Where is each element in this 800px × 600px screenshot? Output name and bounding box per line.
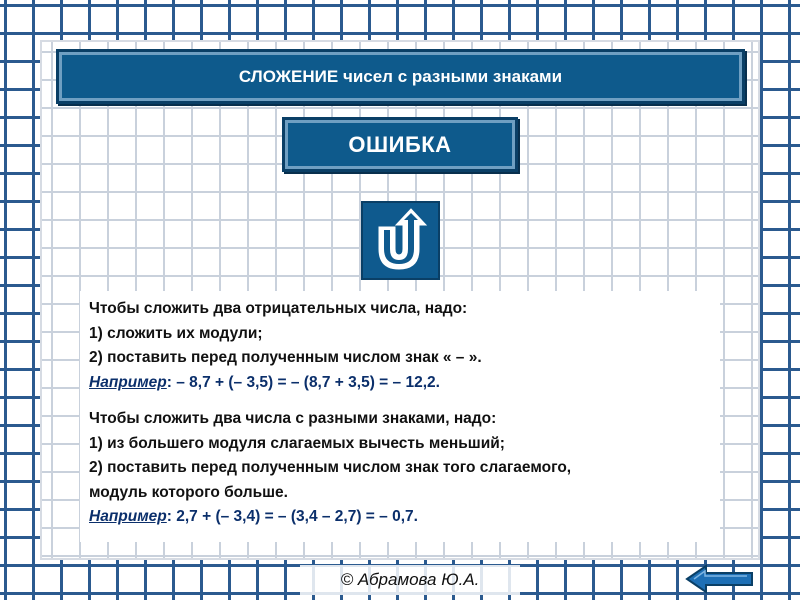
rule-step: 2) поставить перед полученным числом знак того слагаемого, [89, 459, 572, 476]
rule-step: модуль которого больше. [89, 483, 288, 501]
left-arrow-icon [684, 563, 756, 595]
copyright [300, 565, 520, 595]
example-text: : – 8,7 + (– 3,5) = – (8,7 + 3,5) = – 12,2. [166, 373, 440, 391]
page-title-text: СЛОЖЕНИЕ чисел с разными знаками [238, 66, 563, 86]
u-turn-arrow-icon [363, 203, 438, 278]
rule-step: 1) из большего модуля слагаемых вычесть меньший; [89, 434, 505, 452]
rule-example-mixed [89, 505, 720, 530]
page-title [56, 49, 745, 104]
error-banner [282, 117, 518, 172]
rule-heading-mixed: Чтобы сложить два числа с разными знаками, надо: [89, 410, 497, 427]
rule-step: 1) сложить их модули; [89, 324, 263, 342]
rule-example-negative [89, 371, 720, 396]
example-label: Например [89, 508, 167, 525]
rule-heading-negative: Чтобы сложить два отрицательных числа, надо: [89, 300, 468, 317]
back-button[interactable] [684, 563, 756, 595]
rule-step: 2) поставить перед полученным числом знак « – ». [89, 349, 482, 366]
example-label: Например [89, 373, 167, 391]
return-button[interactable] [361, 201, 440, 280]
rules-text [80, 291, 720, 542]
copyright-text: © Абрамова Ю.А. [340, 570, 480, 589]
example-text: : 2,7 + (– 3,4) = – (3,4 – 2,7) = – 0,7. [166, 508, 418, 525]
error-label: ОШИБКА [348, 131, 452, 157]
